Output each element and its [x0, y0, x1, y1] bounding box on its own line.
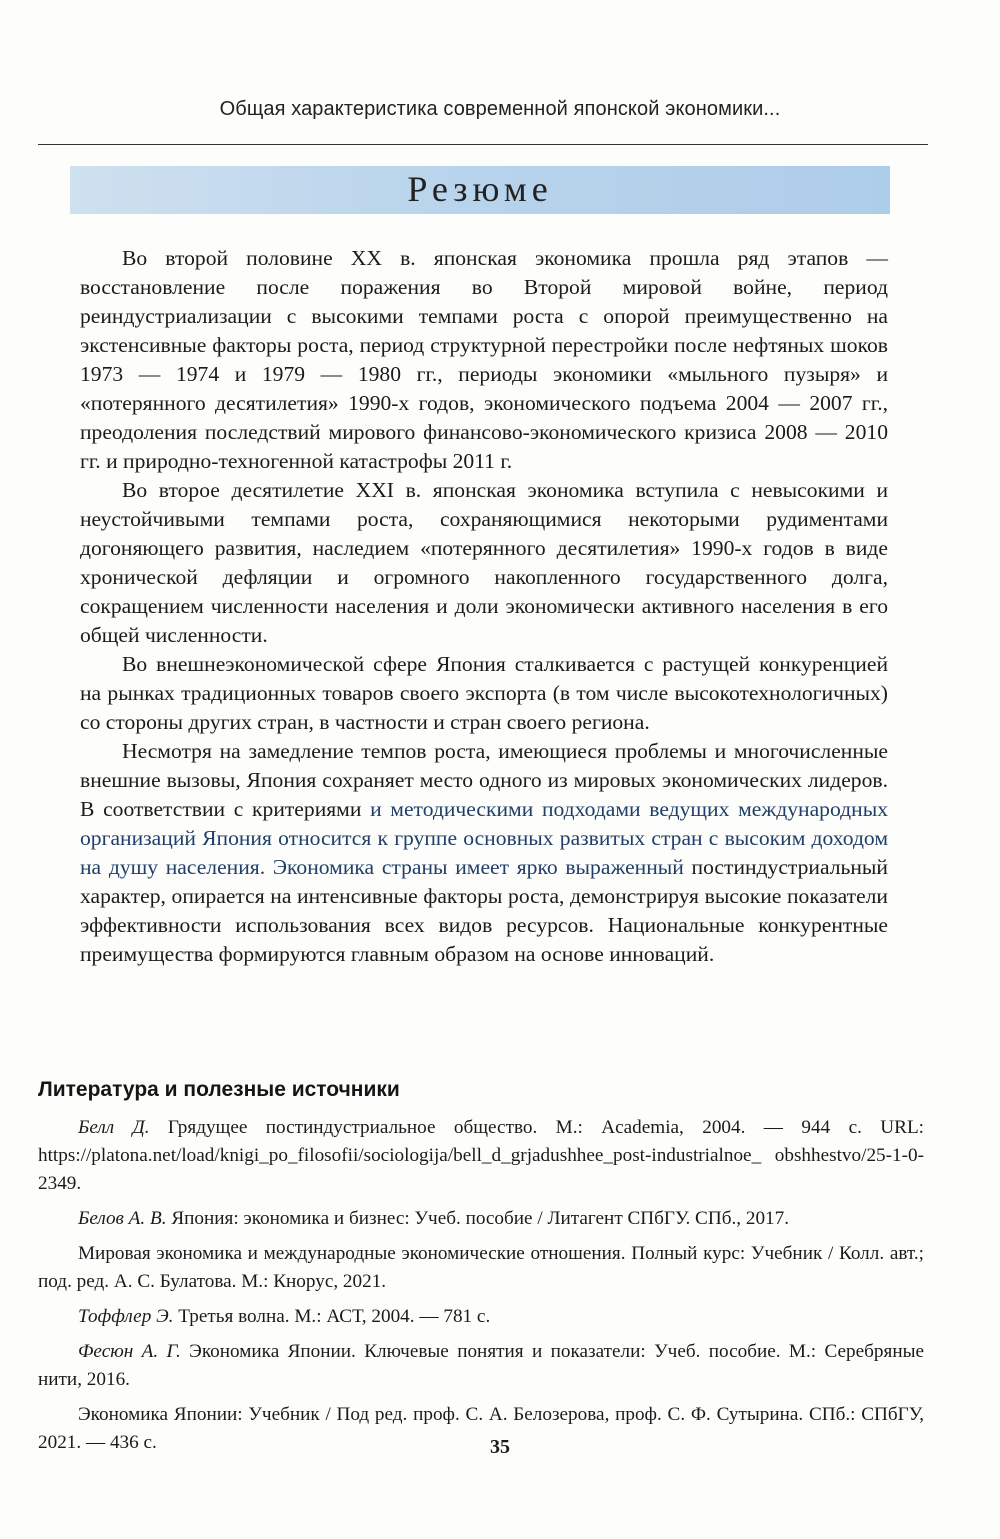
reference-text: Мировая экономика и международные экономические отношения. Полный курс: Учебник / Колл. авт.; под. ред. А. С. Булатова. М.: Кнорус, 2021. [38, 1243, 924, 1292]
reference-text: Япония: экономика и бизнес: Учеб. пособие / Литагент СПбГУ. СПб., 2017. [166, 1208, 790, 1229]
literature-heading: Литература и полезные источники [38, 1078, 400, 1101]
highlighted-text: и методическими подходами ведущих международных организаций Япония относится к группе основных развитых стран с высоким доходом на душу населения. Экономика страны имеет ярко выраженный [80, 797, 888, 879]
summary-title: Резюме [407, 169, 553, 209]
reference-item [38, 1338, 924, 1394]
summary-paragraph: Во второй половине XX в. японская экономика прошла ряд этапов — восстановление после поражения во Второй мировой войне, период реиндустриализации с высокими темпами роста с опорой преимущественно на экстенсивные факторы роста, период структурной перестройки после нефтяных шоков 1973 — 1974 и 1979 — 1980 гг., периоды экономики «мыльного пузыря» и «потерянного десятилетия» 1990-х годов, экономического подъема 2004 — 2007 гг., преодоления последствий мирового финансово-экономического кризиса 2008 — 2010 гг. и природно-техногенной катастрофы 2011 г. [80, 246, 888, 473]
reference-item [38, 1303, 924, 1331]
reference-list [38, 1114, 924, 1464]
reference-item [38, 1205, 924, 1233]
reference-text: Экономика Японии. Ключевые понятия и показатели: Учеб. пособие. М.: Серебряные нити, 2016. [38, 1341, 924, 1390]
reference-author: Белов А. В. [78, 1208, 167, 1229]
page-number: 35 [490, 1436, 510, 1458]
running-header: Общая характеристика современной японской экономики... [219, 98, 781, 120]
summary-paragraph: Во второе десятилетие XXI в. японская экономика вступила с невысокими и неустойчивыми темпами роста, сохраняющимися некоторыми рудиментами догоняющего развития, наследием «потерянного десятилетия» 1990-х годов в виде хронической дефляции и огромного накопленного государственного долга, сокращением численности населения и доли экономически активного населения в его общей численности. [80, 478, 888, 647]
reference-text: Третья волна. М.: АСТ, 2004. — 781 с. [173, 1306, 491, 1327]
reference-author: Тоффлер Э. [78, 1306, 174, 1327]
summary-paragraph [80, 737, 888, 969]
reference-author: Белл Д. [78, 1117, 150, 1138]
reference-item [38, 1240, 924, 1296]
reference-text: Экономика Японии: Учебник / Под ред. проф. С. А. Белозерова, проф. С. Ф. Сутырина. СПб.: СПбГУ, 2021. — 436 с. [38, 1404, 924, 1453]
summary-text: постиндустриальный характер, опирается на интенсивные факторы роста, демонстрируя высокие показатели эффективности использования всех видов ресурсов. Национальные конкурентные преимущества формируются главным образом на основе инноваций. [80, 855, 888, 966]
summary-paragraph: Во внешнеэкономической сфере Япония сталкивается с растущей конкуренцией на рынках традиционных товаров своего экспорта (в том числе высокотехнологичных) со стороны других стран, в частности и стран своего региона. [80, 652, 888, 734]
header-rule [38, 144, 928, 145]
reference-text: Грядущее постиндустриальное общество. М.: Academia, 2004. — 944 с. URL: https://platona.net/load/knigi_po_filosofii/sociologija/bell_d_grjadushhee_post-industrialnoe_ obshhestvo/25-1-0-2349. [38, 1117, 925, 1194]
summary-body [80, 244, 888, 969]
reference-author: Фесюн А. Г. [78, 1341, 181, 1362]
reference-item [38, 1114, 924, 1198]
summary-text: Несмотря на замедление темпов роста, имеющиеся проблемы и многочисленные внешние вызовы, Япония сохраняет место одного из мировых экономических лидеров. В соответствии с критериями [80, 739, 888, 821]
